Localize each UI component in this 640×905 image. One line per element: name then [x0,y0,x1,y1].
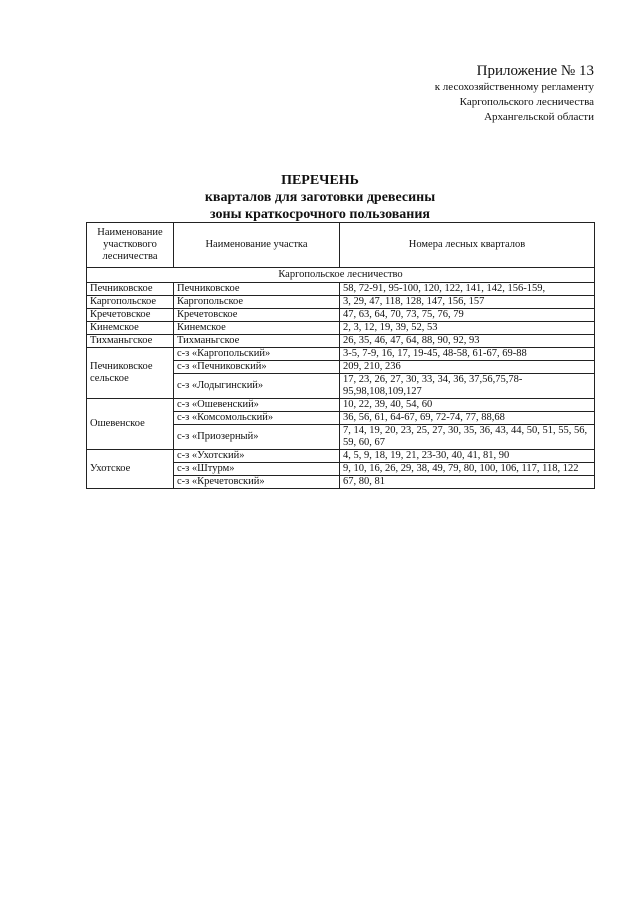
site-cell: Кречетовское [174,309,340,322]
heading-title: ПЕРЕЧЕНЬ [281,173,359,188]
section-title: Каргопольское лесничество [87,268,595,283]
site-cell: Печниковское [174,283,340,296]
quarters-cell: 10, 22, 39, 40, 54, 60 [340,399,595,412]
heading-subtitle: зоны краткосрочного пользования [209,207,430,222]
quarters-cell: 58, 72-91, 95-100, 120, 122, 141, 142, 156-159, [340,283,595,296]
table-row [87,296,595,309]
quarters-cell: 9, 10, 16, 26, 29, 38, 49, 79, 80, 100, 106, 117, 118, 122 [340,463,595,476]
site-cell: с-з «Штурм» [174,463,340,476]
document-heading [0,172,640,223]
site-cell: Каргопольское [174,296,340,309]
table-row [87,283,595,296]
quarters-cell: 2, 3, 12, 19, 39, 52, 53 [340,322,595,335]
site-cell: с-з «Печниковский» [174,361,340,374]
forestry-cell: Печниковское [87,283,174,296]
section-row [87,268,595,283]
quarters-cell: 17, 23, 26, 27, 30, 33, 34, 36, 37,56,75,78-95,98,108,109,127 [340,374,595,399]
column-header: Номера лесных кварталов [340,223,595,268]
site-cell: с-з «Комсомольский» [174,412,340,425]
quarters-cell: 209, 210, 236 [340,361,595,374]
site-cell: Кинемское [174,322,340,335]
table-row [87,399,595,412]
appendix-line: Каргопольского лесничества [459,96,594,108]
quarters-cell: 3, 29, 47, 118, 128, 147, 156, 157 [340,296,595,309]
quarters-cell: 47, 63, 64, 70, 73, 75, 76, 79 [340,309,595,322]
site-cell: Тихманьгское [174,335,340,348]
appendix-line: Архангельской области [484,111,594,123]
table-row [87,322,595,335]
heading-subtitle: кварталов для заготовки древесины [204,190,436,205]
quarters-cell: 67, 80, 81 [340,476,595,489]
quarters-cell: 4, 5, 9, 18, 19, 21, 23-30, 40, 41, 81, 90 [340,450,595,463]
site-cell: с-з «Лодыгинский» [174,374,340,399]
quarters-table [86,222,595,489]
table-row [87,335,595,348]
column-header: Наименование участкового лесничества [87,223,174,268]
site-cell: с-з «Каргопольский» [174,348,340,361]
forestry-cell: Тихманьгское [87,335,174,348]
site-cell: с-з «Приозерный» [174,425,340,450]
appendix-title: Приложение № 13 [476,63,594,79]
appendix-line: к лесохозяйственному регламенту [434,81,594,93]
quarters-cell: 26, 35, 46, 47, 64, 88, 90, 92, 93 [340,335,595,348]
forestry-cell: Ухотское [87,450,174,489]
quarters-cell: 7, 14, 19, 20, 23, 25, 27, 30, 35, 36, 43, 44, 50, 51, 55, 56, 59, 60, 67 [340,425,595,450]
forestry-cell: Кречетовское [87,309,174,322]
quarters-cell: 36, 56, 61, 64-67, 69, 72-74, 77, 88,68 [340,412,595,425]
table-row [87,450,595,463]
quarters-cell: 3-5, 7-9, 16, 17, 19-45, 48-58, 61-67, 69-88 [340,348,595,361]
site-cell: с-з «Ошевенский» [174,399,340,412]
appendix-header [435,62,594,125]
forestry-cell: Кинемское [87,322,174,335]
forestry-cell: Каргопольское [87,296,174,309]
column-header: Наименование участка [174,223,340,268]
forestry-cell: Ошевенское [87,399,174,450]
table-row [87,309,595,322]
site-cell: с-з «Кречетовский» [174,476,340,489]
table-row [87,348,595,361]
table-header-row [87,223,595,268]
forestry-cell: Печниковское сельское [87,348,174,399]
site-cell: с-з «Ухотский» [174,450,340,463]
